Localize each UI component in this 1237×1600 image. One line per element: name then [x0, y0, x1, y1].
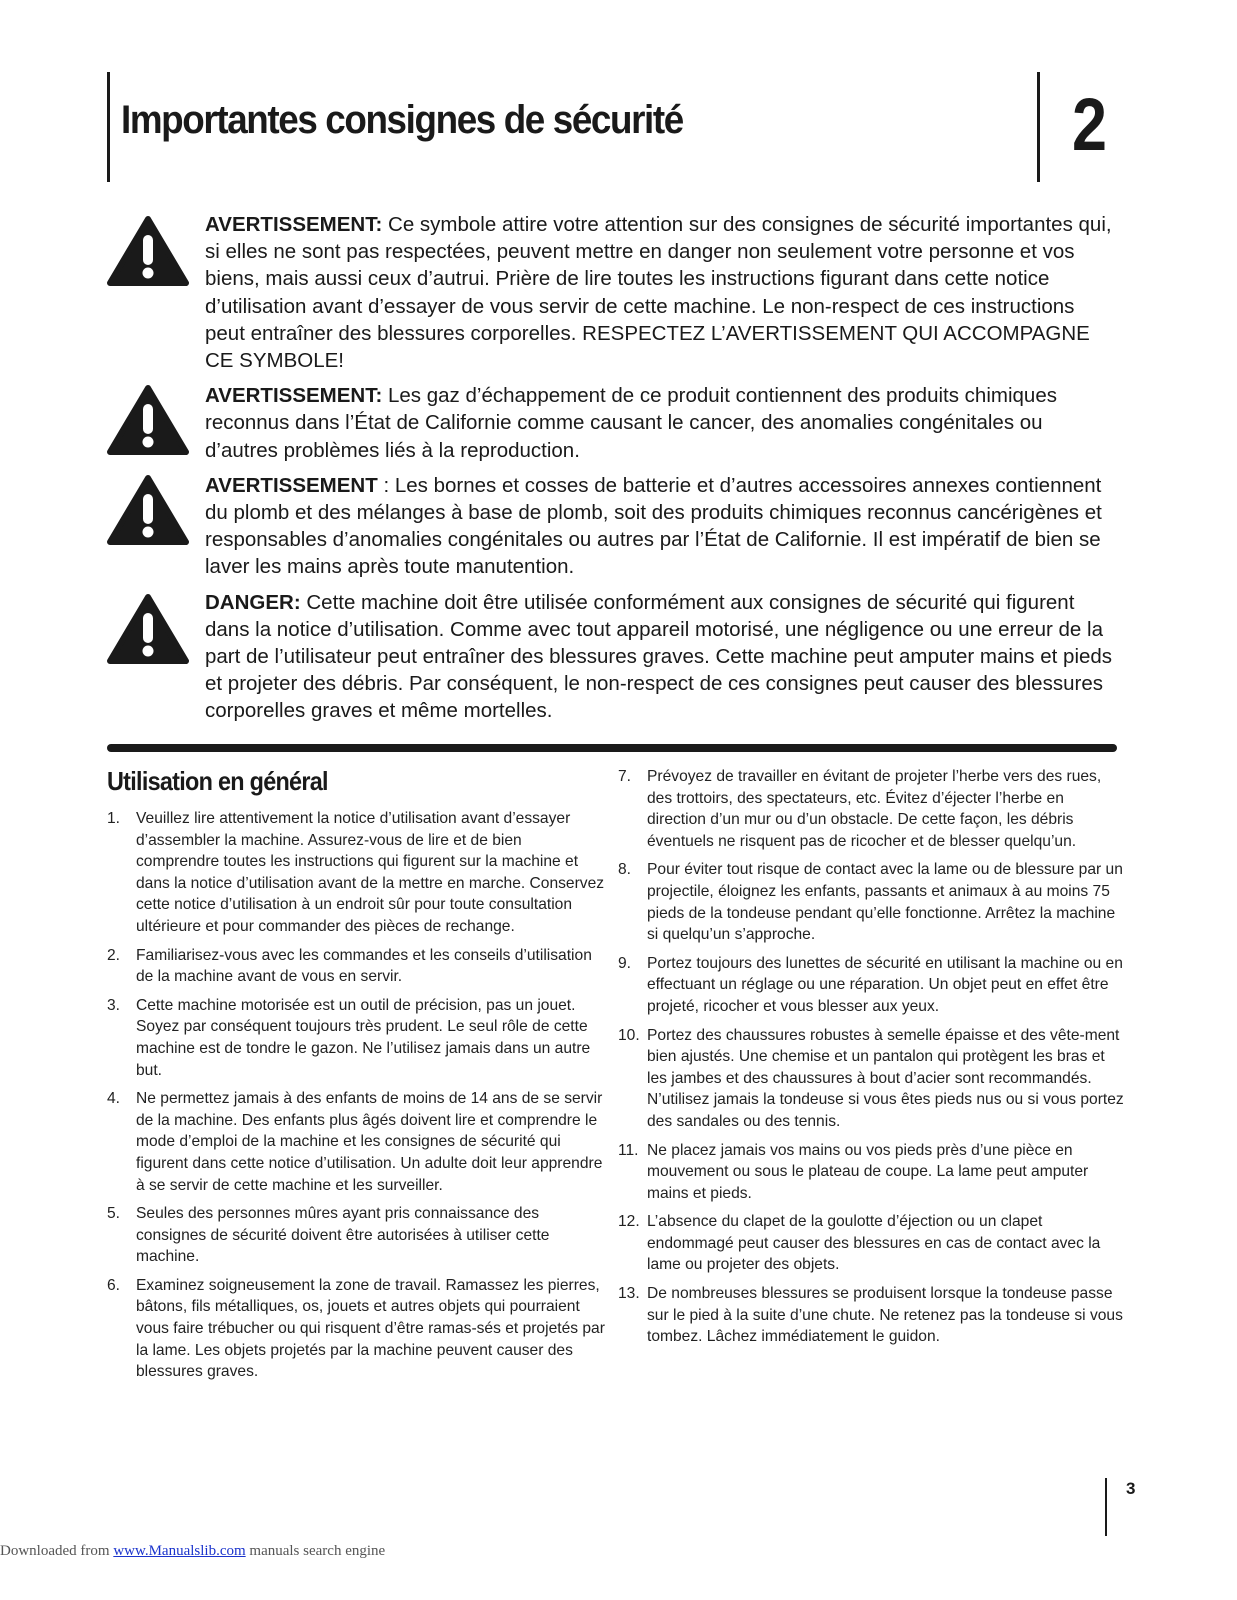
list-item: 13. De nombreuses blessures se produisent lorsque la tondeuse passe sur le pied à la suite d’une chute. Ne retenez pas la tondeuse si vous tombez. Lâchez immédiatement le guidon.	[618, 1285, 1123, 1346]
section-divider	[107, 744, 1117, 752]
chapter-rule	[1037, 72, 1040, 182]
list-item: 11. Ne placez jamais vos mains ou vos pieds près d’une pièce en mouvement ou sous le plateau de coupe. La lame peut amputer mains et pieds.	[618, 1141, 1089, 1202]
warning-triangle-icon	[107, 593, 189, 665]
list-item: 4. Ne permettez jamais à des enfants de moins de 14 ans de se servir de la machine. Des enfants plus âgés doivent lire et comprendre le mode d’emploi de la machine et les consignes de sécurité qui figurent dans cette notice d’utilisation. Un adulte doit leur apprendre à se servir de cette machine et les surveiller.	[107, 1090, 603, 1194]
warning-text: DANGER: Cette machine doit être utilisée conformément aux consignes de sécurité qui figurent dans la notice d’utilisation. Comme avec tout appareil motorisé, une négligence ou une erreur de la part de l’utilisateur peut entraîner des blessures graves. Cette machine peut amputer mains et pieds et projeter des débris. Par conséquent, le non-respect de ces consignes peut causer des blessures corporelles graves et même mortelles.	[205, 590, 1113, 723]
warning-3	[107, 472, 1117, 581]
list-item: 5. Seules des personnes mûres ayant pris connaissance des consignes de sécurité doivent être autorisées à utiliser cette machine.	[107, 1205, 550, 1266]
right-column	[618, 766, 1126, 1355]
warning-text: AVERTISSEMENT: Ce symbole attire votre attention sur des consignes de sécurité importantes qui, si elles ne sont pas respectées, peuvent mettre en danger non seulement votre personne et vos biens, mais aussi ceux d’autrui. Prière de lire toutes les instructions figurant dans cette notice d’utilisation avant d’essayer de vous servir de cette machine. Le non-respect de ces instructions peut entraîner des blessures corporelles. RESPECTEZ L’AVERTISSEMENT QUI ACCOMPAGNE CE SYMBOLE!	[205, 213, 1112, 373]
list-item: 7. Prévoyez de travailler en évitant de projeter l’herbe vers des rues, des trottoirs, des spectateurs, etc. Évitez d’éjecter l’herbe en direction d’un mur ou d’un obstacle. De cette façon, les débris éventuels ne risquent pas de ricocher et de blesser quelqu’un.	[618, 768, 1102, 850]
download-footer: Downloaded from www.Manualslib.com manuals search engine	[0, 1543, 386, 1559]
list-item: 1. Veuillez lire attentivement la notice d’utilisation avant d’essayer d’assembler la machine. Assurez-vous de lire et de bien comprendre toutes les instructions qui figurent sur la machine et dans la notice d’utilisation avant de la mettre en marche. Conservez cette notice d’utilisation à un endroit sûr pour toute consultation ultérieure et pour commander des pièces de rechange.	[107, 810, 605, 935]
list-item: 9. Portez toujours des lunettes de sécurité en utilisant la machine ou en effectuant un réglage ou une réparation. Un objet peut en effet être projeté, ricocher et vous blesser aux yeux.	[618, 954, 1123, 1015]
warnings-block	[107, 211, 1117, 733]
list-item: 3. Cette machine motorisée est un outil de précision, pas un jouet. Soyez par conséquent toujours très prudent. Le seul rôle de cette machine est de tondre le gazon. Ne l’utilisez jamais dans un autre but.	[107, 996, 591, 1079]
page-number-rule	[1105, 1478, 1107, 1536]
title-rule-left	[107, 72, 110, 182]
page-title: Importantes consignes de sécurité	[121, 98, 683, 142]
list-item: 2. Familiarisez-vous avec les commandes et les conseils d’utilisation de la machine avant de vous en servir.	[107, 946, 592, 986]
warning-triangle-icon	[107, 384, 189, 456]
list-item: 12. L’absence du clapet de la goulotte d’éjection ou un clapet endommagé peut causer des blessures en cas de contact avec la lame ou projeter des objets.	[618, 1213, 1101, 1274]
left-column	[107, 808, 607, 1390]
warning-2	[107, 382, 1117, 464]
list-item: 8. Pour éviter tout risque de contact avec la lame ou de blessure par un projectile, éloignez les enfants, passants et animaux à au moins 75 pieds de la tondeuse pendant qu’elle fonctionne. Arrêtez la machine si quelqu’un s’approche.	[618, 861, 1123, 944]
section-title: Utilisation en général	[107, 766, 328, 796]
manualslib-link[interactable]: www.Manualslib.com	[113, 1543, 246, 1559]
warning-triangle-icon	[107, 215, 189, 287]
list-item: 10. Portez des chaussures robustes à semelle épaisse et des vête-ment bien ajustés. Une chemise et un pantalon qui protègent les bras et les jambes et des chaussures à bout d’acier sont recommandés. N’utilisez jamais la tondeuse si vous êtes pieds nus ou si vous portez des sandales ou des tennis.	[618, 1026, 1124, 1130]
warning-1	[107, 211, 1117, 374]
chapter-number: 2	[1072, 83, 1107, 166]
page-number: 3	[1126, 1479, 1136, 1498]
warning-text: AVERTISSEMENT : Les bornes et cosses de batterie et d’autres accessoires annexes contiennent du plomb et des mélanges à base de plomb, soit des produits chimiques reconnus cancérigènes et responsables d’anomalies congénitales ou autres par l’État de Californie. Il est impératif de bien se laver les mains après toute manutention.	[205, 473, 1102, 579]
list-item: 6. Examinez soigneusement la zone de travail. Ramassez les pierres, bâtons, fils métalliques, os, jouets et autres objets qui pourraient vous faire trébucher ou qui risquent d’être ramas-sés et projetés par la lame. Les objets projetés par la machine peuvent causer des blessures graves.	[107, 1276, 605, 1381]
warning-4	[107, 589, 1117, 725]
warning-triangle-icon	[107, 474, 189, 546]
warning-text: AVERTISSEMENT: Les gaz d’échappement de ce produit contiennent des produits chimiques reconnus dans l’État de Californie comme causant le cancer, des anomalies congénitales ou d’autres problèmes liés à la reproduction.	[205, 384, 1057, 462]
